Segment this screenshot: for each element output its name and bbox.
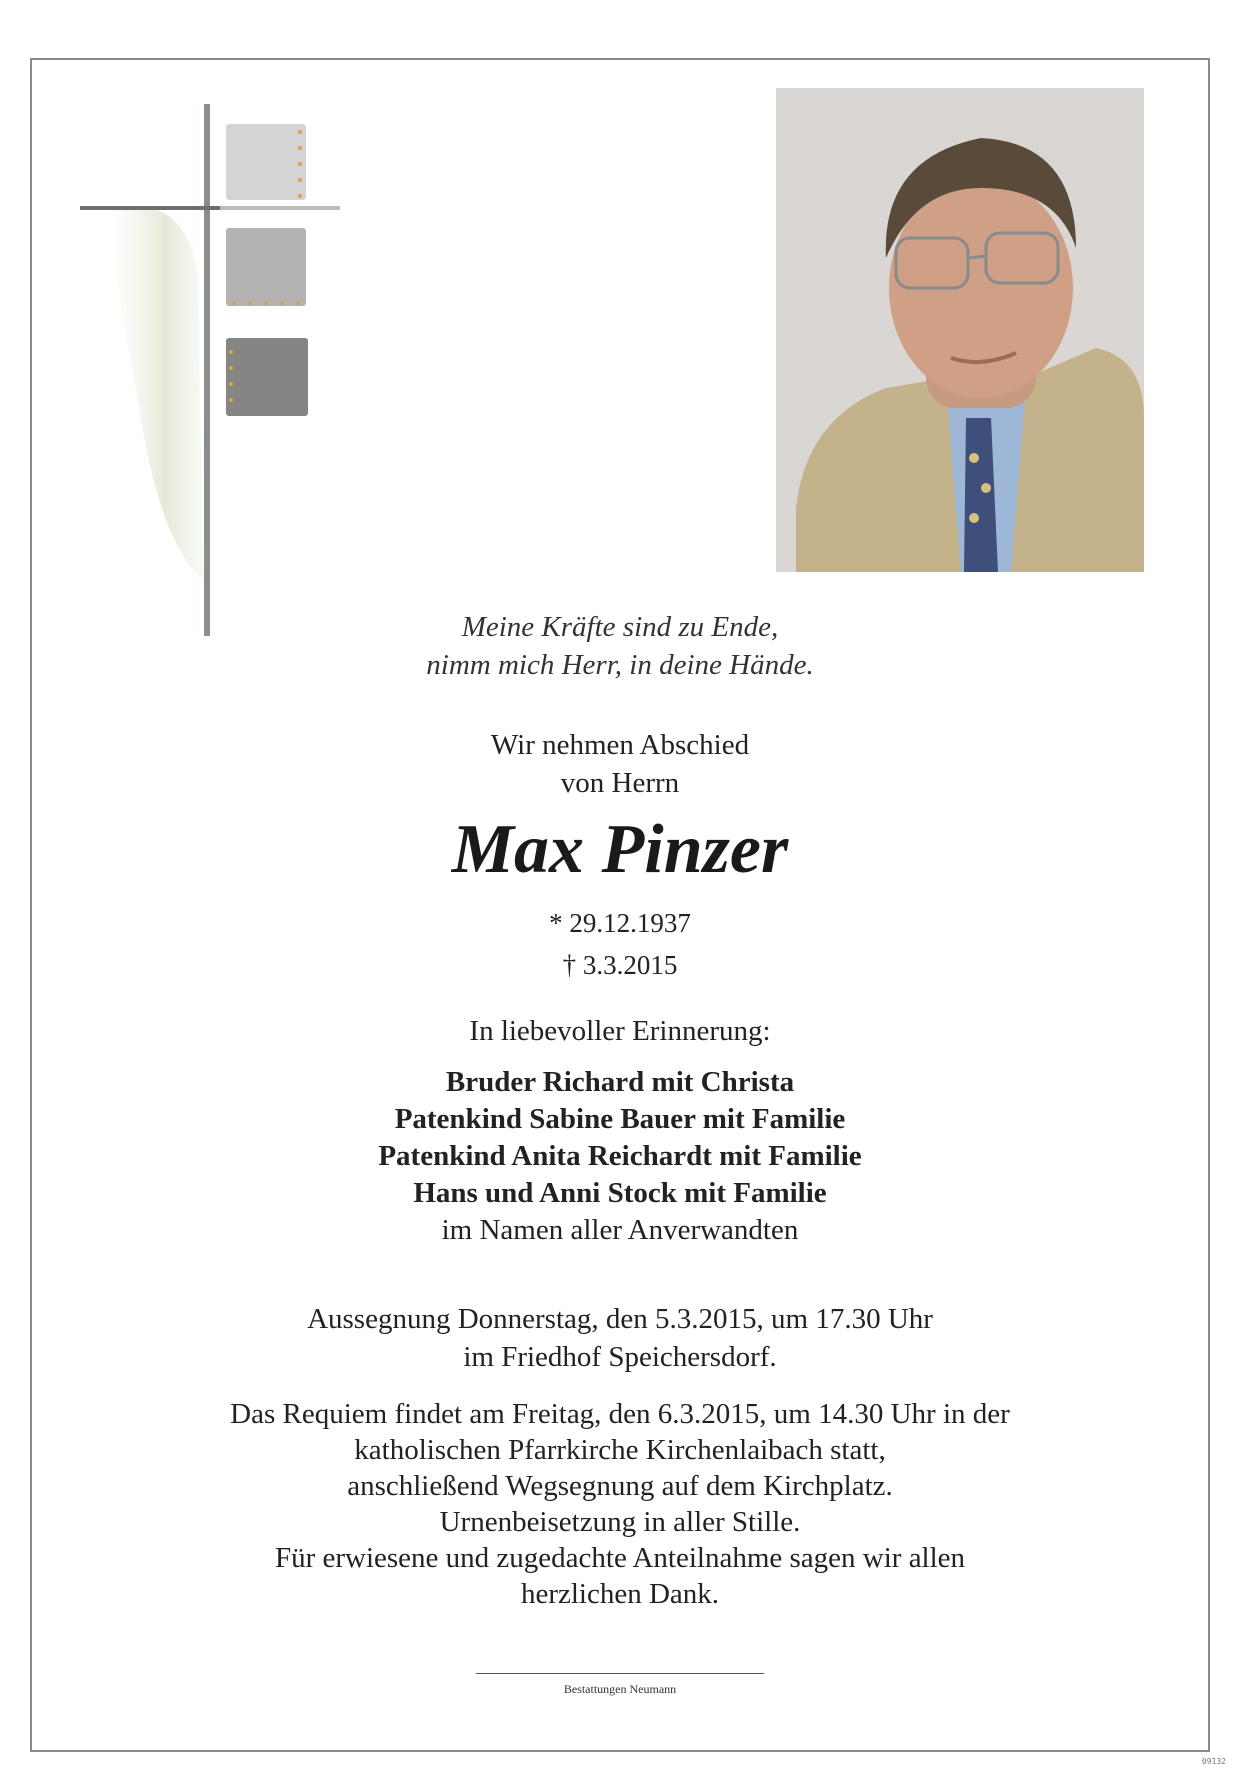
requiem-line: Für erwiesene und zugedachte Anteilnahme sagen wir allen — [274, 1542, 966, 1574]
farewell-intro — [30, 726, 1210, 802]
signature-divider — [476, 1673, 764, 1674]
mourner: Patenkind Anita Reichardt mit Familie — [378, 1140, 862, 1172]
mourners-list — [30, 1064, 1210, 1249]
reference-code: 09132 — [1201, 1757, 1226, 1766]
consecration-line: im Friedhof Speichersdorf. — [463, 1341, 777, 1373]
requiem-line: herzlichen Dank. — [520, 1578, 720, 1610]
consecration-line: Aussegnung Donnerstag, den 5.3.2015, um 17.30 Uhr — [307, 1303, 933, 1335]
requiem-info — [30, 1396, 1210, 1612]
intro-line: Wir nehmen Abschied — [490, 729, 750, 761]
verse-line: Meine Kräfte sind zu Ende, — [461, 611, 779, 643]
requiem-line: anschließend Wegsegnung auf dem Kirchplatz. — [347, 1470, 893, 1502]
life-dates — [30, 902, 1210, 986]
memory-heading: In liebevoller Erinnerung: — [469, 1015, 771, 1047]
requiem-line: Das Requiem findet am Freitag, den 6.3.2015, um 14.30 Uhr in der — [230, 1398, 1010, 1430]
requiem-line: katholischen Pfarrkirche Kirchenlaibach statt, — [354, 1434, 886, 1466]
birth-date: * 29.12.1937 — [549, 908, 691, 938]
requiem-line: Urnenbeisetzung in aller Stille. — [439, 1506, 801, 1538]
mourners-footer: im Namen aller Anverwandten — [441, 1214, 799, 1246]
intro-line: von Herrn — [560, 767, 680, 799]
mourner: Bruder Richard mit Christa — [445, 1066, 795, 1098]
portrait-photo — [776, 88, 1144, 572]
mourner: Hans und Anni Stock mit Familie — [413, 1177, 827, 1209]
verse — [30, 608, 1210, 684]
undertaker-name: Bestattungen Neumann — [563, 1682, 677, 1696]
mourner: Patenkind Sabine Bauer mit Familie — [394, 1103, 846, 1135]
death-date: † 3.3.2015 — [562, 950, 678, 980]
verse-line: nimm mich Herr, in deine Hände. — [426, 649, 814, 681]
deceased-name: Max Pinzer — [451, 811, 789, 888]
cross-icon — [78, 100, 348, 640]
consecration-info — [30, 1300, 1210, 1376]
